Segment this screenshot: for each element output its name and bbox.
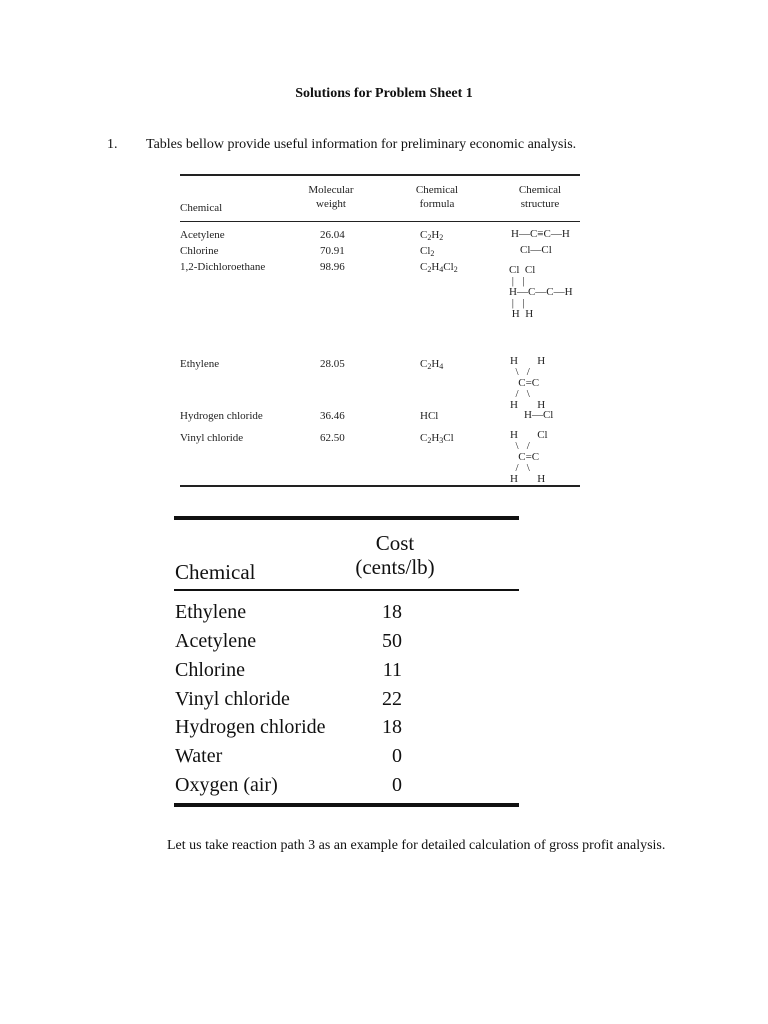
table-row-chemical: 1,2-Dichloroethane bbox=[180, 261, 266, 273]
table-row-chemical: Ethylene bbox=[180, 358, 220, 370]
cost-table-bottom-rule bbox=[174, 803, 519, 807]
cost-row-chemical: Vinyl chloride bbox=[175, 688, 290, 710]
cost-header-cost bbox=[340, 531, 450, 579]
cost-row-value: 18 bbox=[382, 601, 402, 623]
header-formula-line2: formula bbox=[419, 198, 455, 210]
table-row-formula: HCl bbox=[420, 410, 439, 422]
cost-row-chemical: Acetylene bbox=[175, 630, 257, 652]
cost-row-value: 0 bbox=[392, 745, 402, 767]
table-top-rule bbox=[180, 174, 580, 176]
table-row-mw: 98.96 bbox=[320, 261, 345, 273]
header-structure-line1: Chemical bbox=[518, 184, 562, 196]
table-row-chemical: Acetylene bbox=[180, 229, 225, 241]
table-row-formula: $C_2H_4$ bbox=[420, 358, 444, 371]
cost-row-value: 50 bbox=[382, 630, 402, 652]
table-row-formula: $C_2H_2$ bbox=[420, 229, 444, 242]
cost-header-chemical: Chemical bbox=[175, 560, 256, 584]
header-formula bbox=[402, 183, 472, 211]
header-structure-line2: structure bbox=[520, 198, 560, 210]
cost-table-header-rule bbox=[174, 589, 519, 591]
table-row-mw: 62.50 bbox=[320, 432, 345, 444]
page-title: Solutions for Problem Sheet 1 bbox=[295, 86, 473, 101]
table-row-chemical: Vinyl chloride bbox=[180, 432, 244, 444]
header-mw-line2: weight bbox=[316, 198, 346, 210]
cost-header-line2: (cents/lb) bbox=[355, 555, 435, 579]
header-structure bbox=[505, 183, 575, 211]
item-number: 1. bbox=[107, 137, 118, 152]
cost-row-chemical: Water bbox=[175, 745, 223, 767]
cost-row-value: 11 bbox=[382, 659, 402, 681]
table-row-mw: 26.04 bbox=[320, 229, 345, 241]
structure-dichloroethane: Cl Cl | | H—C—C—H | | H H bbox=[509, 264, 573, 320]
table-row-mw: 36.46 bbox=[320, 410, 345, 422]
structure-ethylene: H H \ / C=C / \ H H bbox=[510, 355, 546, 411]
structure-chlorine: Cl—Cl bbox=[520, 244, 552, 256]
table-bottom-rule bbox=[180, 485, 580, 487]
cost-row-value: 0 bbox=[392, 774, 402, 796]
cost-row-value: 22 bbox=[382, 688, 402, 710]
header-formula-line1: Chemical bbox=[415, 184, 459, 196]
table-row-chemical: Chlorine bbox=[180, 245, 219, 257]
table-row-chemical: Hydrogen chloride bbox=[180, 410, 263, 422]
table-row-formula: $Cl_2$ bbox=[420, 245, 435, 258]
item-text: Tables bellow provide useful information for preliminary economic analysis. bbox=[146, 137, 577, 152]
cost-table-top-rule bbox=[174, 516, 519, 520]
table-row-mw: 70.91 bbox=[320, 245, 345, 257]
cost-row-chemical: Ethylene bbox=[175, 601, 247, 623]
cost-row-value: 18 bbox=[382, 716, 402, 738]
body-paragraph: Let us take reaction path 3 as an example for detailed calculation of gross profit analysis. bbox=[167, 838, 666, 853]
structure-hydrogen-chloride: H—Cl bbox=[524, 409, 554, 421]
table-header-rule bbox=[180, 221, 580, 222]
cost-row-chemical: Oxygen (air) bbox=[175, 774, 278, 796]
header-chemical: Chemical bbox=[180, 202, 223, 214]
header-mw-line1: Molecular bbox=[308, 184, 354, 196]
structure-vinyl-chloride: H Cl \ / C=C / \ H H bbox=[510, 429, 548, 485]
header-molecular-weight bbox=[296, 183, 366, 211]
cost-header-line1: Cost bbox=[375, 531, 415, 555]
cost-row-chemical: Hydrogen chloride bbox=[175, 716, 326, 738]
structure-acetylene: H—C≡C—H bbox=[511, 228, 570, 240]
table-row-mw: 28.05 bbox=[320, 358, 345, 370]
table-row-formula: $C_2H_3Cl$ bbox=[420, 432, 454, 445]
table-row-formula: $C_2H_4Cl_2$ bbox=[420, 261, 458, 274]
cost-row-chemical: Chlorine bbox=[175, 659, 245, 681]
